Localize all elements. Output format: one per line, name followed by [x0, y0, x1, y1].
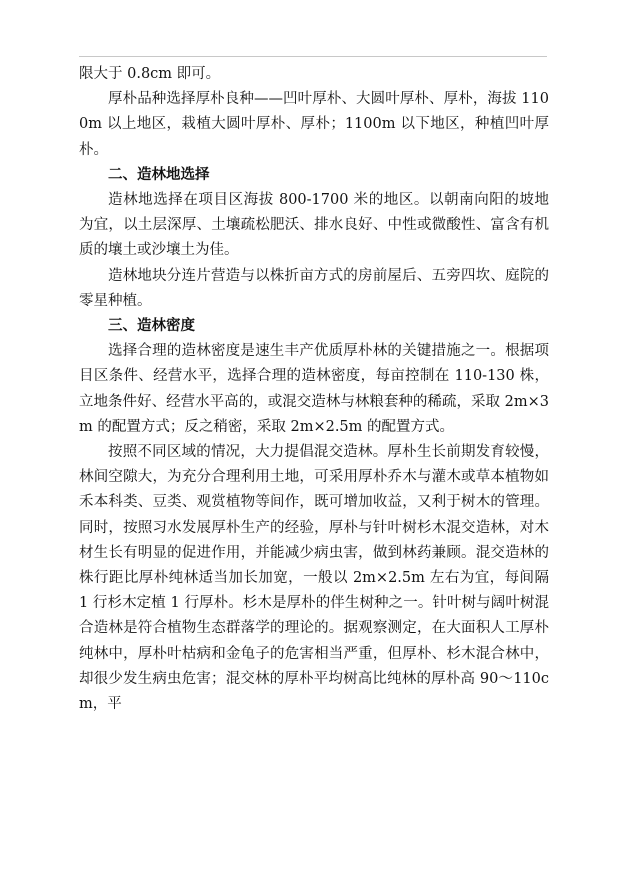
paragraph-planting-layout: 造林地块分连片营造与以株折亩方式的房前屋后、五旁四坎、庭院的零星种植。	[79, 267, 549, 309]
paragraph-continuation: 限大于 0.8cm 即可。	[79, 66, 221, 82]
section-heading-site-selection: 二、造林地选择	[108, 166, 210, 183]
paragraph-mixed-forest: 按照不同区域的情况，大力提倡混交造林。厚朴生长前期发育较慢，林间空隙大，为充分合理利用土地，可采用厚朴乔木与灌木或草本植物如禾本科类、豆类、观赏植物等间作，既可增加收益，又利于树木的管理。同时，按照习水发展厚朴生产的经验，厚朴与针叶树杉木混交造林，对木材生长有明显的促进作用，并能减少病虫害，做到林药兼顾。混交造林的株行距比厚朴纯林适当加长加宽，一般以 2m×2.5m 左右为宜，每间隔 1 行杉木定植 1 行厚朴。杉木是厚朴的伴生树种之一。针叶树与阔叶树混合造林是符合植物生态群落学的理论的。据观察测定，在大面积人工厚朴纯林中，厚朴叶枯病和金龟子的危害相当严重，但厚朴、杉木混合林中，却很少发生病虫危害；混交林的厚朴平均树高比纯林的厚朴高 90～110cm，平	[79, 444, 549, 713]
paragraph-site-selection: 造林地选择在项目区海拔 800-1700 米的地区。以朝南向阳的坡地为宜，以土层深厚、土壤疏松肥沃、排水良好、中性或微酸性、富含有机质的壤土或沙壤土为佳。	[79, 192, 549, 259]
paragraph-variety-selection: 厚朴品种选择厚朴良种——凹叶厚朴、大圆叶厚朴、厚朴，海拔 1100m 以上地区，栽植大圆叶厚朴、厚朴；1100m 以下地区，种植凹叶厚朴。	[79, 91, 549, 158]
document-body	[79, 62, 549, 717]
header-rule	[79, 56, 547, 57]
paragraph-planting-density: 选择合理的造林密度是速生丰产优质厚朴林的关键措施之一。根据项目区条件、经营水平，选择合理的造林密度，每亩控制在 110-130 株，立地条件好、经营水平高的，或混交造林与林粮套种的稀疏，采取 2m×3m 的配置方式；反之稍密，采取 2m×2.5m 的配置方式。	[79, 343, 549, 435]
section-heading-planting-density: 三、造林密度	[108, 318, 195, 335]
